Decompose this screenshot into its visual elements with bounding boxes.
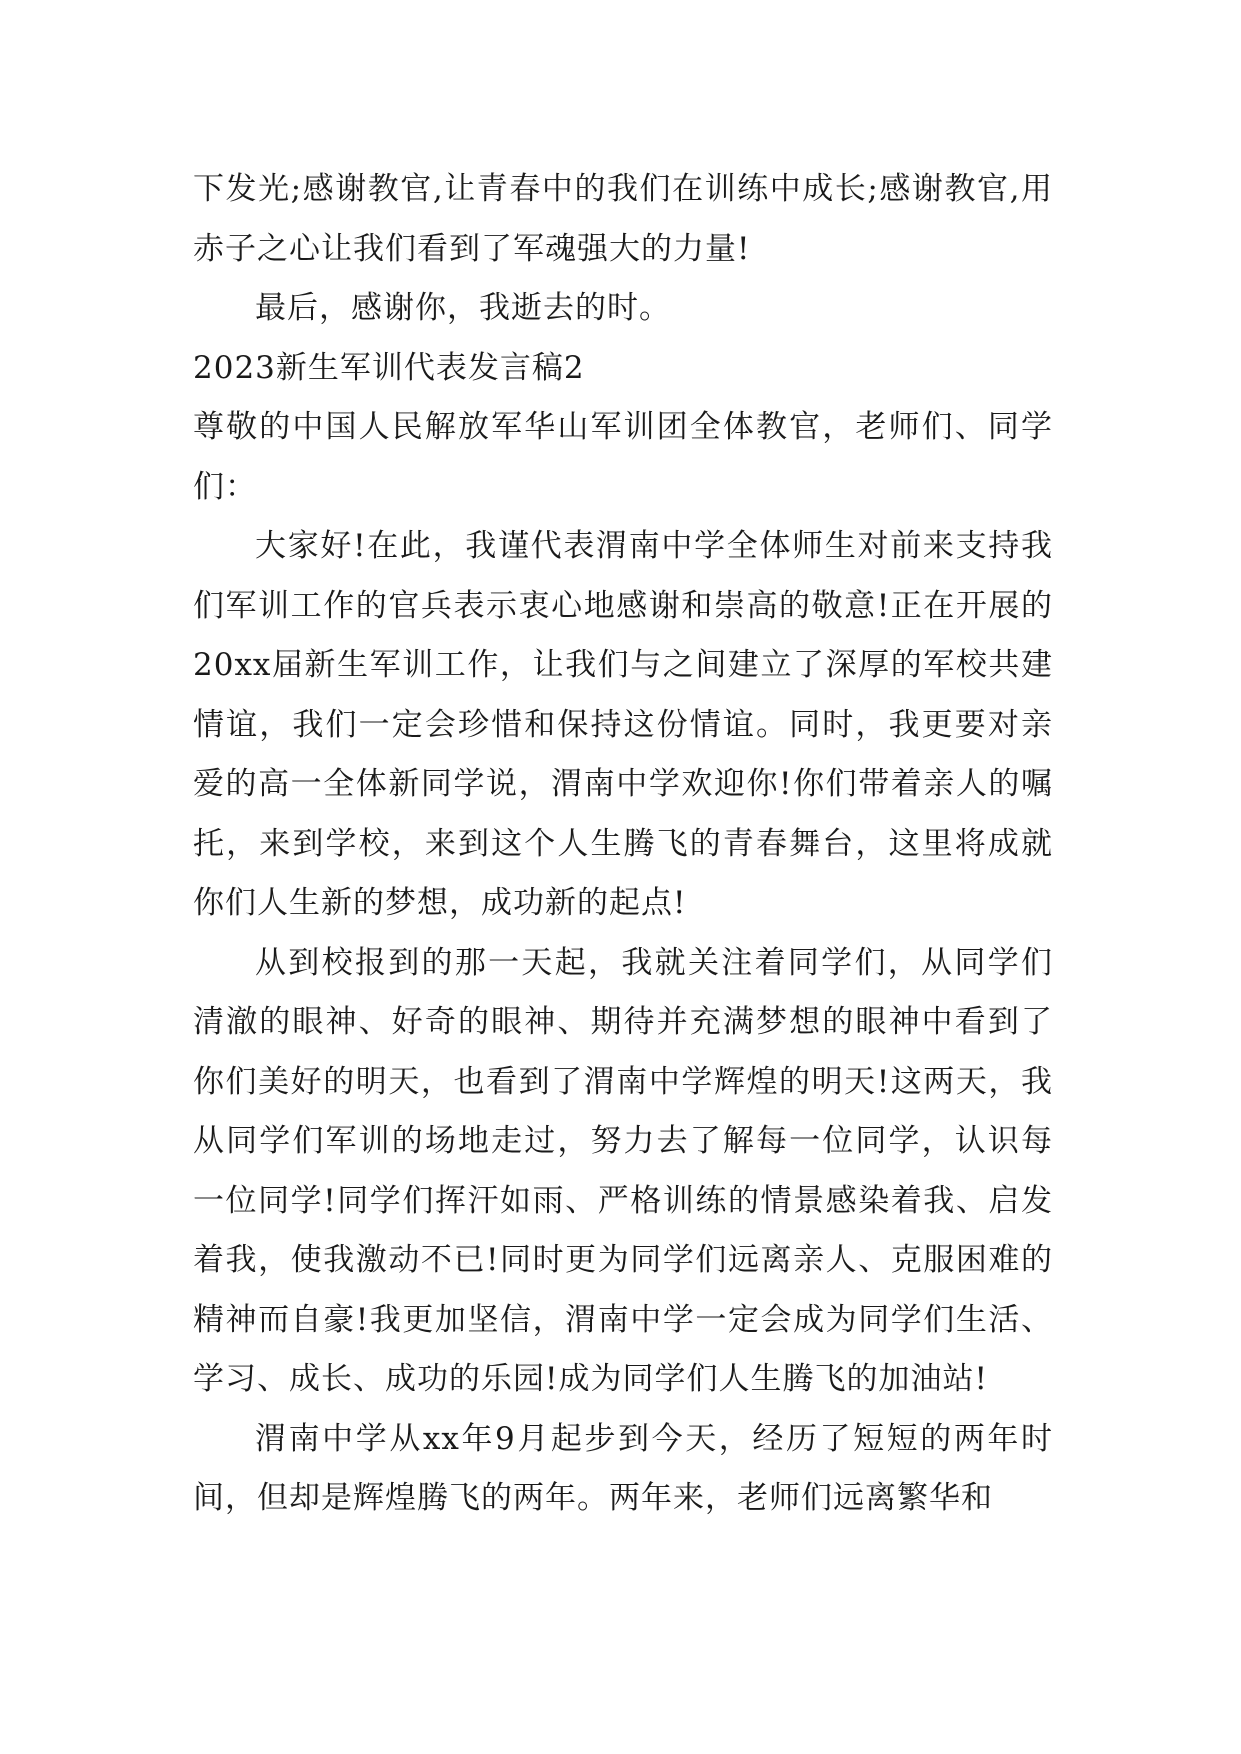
salutation: 尊敬的中国人民解放军华山军训团全体教官，老师们、同学们： [193, 409, 1053, 505]
paragraph-closing: 最后，感谢你，我逝去的时。 [255, 290, 671, 326]
paragraph-history: 渭南中学从xx年9月起步到今天，经历了短短的两年时间，但却是辉煌腾飞的两年。两年来，老师们远离繁华和 [193, 1420, 1053, 1516]
paragraph-observation: 从到校报到的那一天起，我就关注着同学们，从同学们清澈的眼神、好奇的眼神、期待并充满梦想的眼神中看到了你们美好的明天，也看到了渭南中学辉煌的明天!这两天，我从同学们军训的场地走过，努力去了解每一位同学，认识每一位同学!同学们挥汗如雨、严格训练的情景感染着我、启发着我，使我激动不已!同时更为同学们远离亲人、克服困难的精神而自豪!我更加坚信，渭南中学一定会成为同学们生活、学习、成长、成功的乐园!成为同学们人生腾飞的加油站! [193, 944, 1053, 1397]
paragraph-greeting: 大家好!在此，我谨代表渭南中学全体师生对前来支持我们军训工作的官兵表示衷心地感谢和崇高的敬意!正在开展的20xx届新生军训工作，让我们与之间建立了深厚的军校共建情谊，我们一定会珍惜和保持这份情谊。同时，我更要对亲爱的高一全体新同学说，渭南中学欢迎你!你们带着亲人的嘱托，来到学校，来到这个人生腾飞的青春舞台，这里将成就你们人生新的梦想，成功新的起点! [193, 528, 1053, 921]
section-title: 2023新生军训代表发言稿2 [193, 349, 585, 386]
document-body [193, 160, 1053, 1529]
paragraph-continuation: 下发光;感谢教官,让青春中的我们在训练中成长;感谢教官,用赤子之心让我们看到了军魂强大的力量! [193, 171, 1053, 267]
